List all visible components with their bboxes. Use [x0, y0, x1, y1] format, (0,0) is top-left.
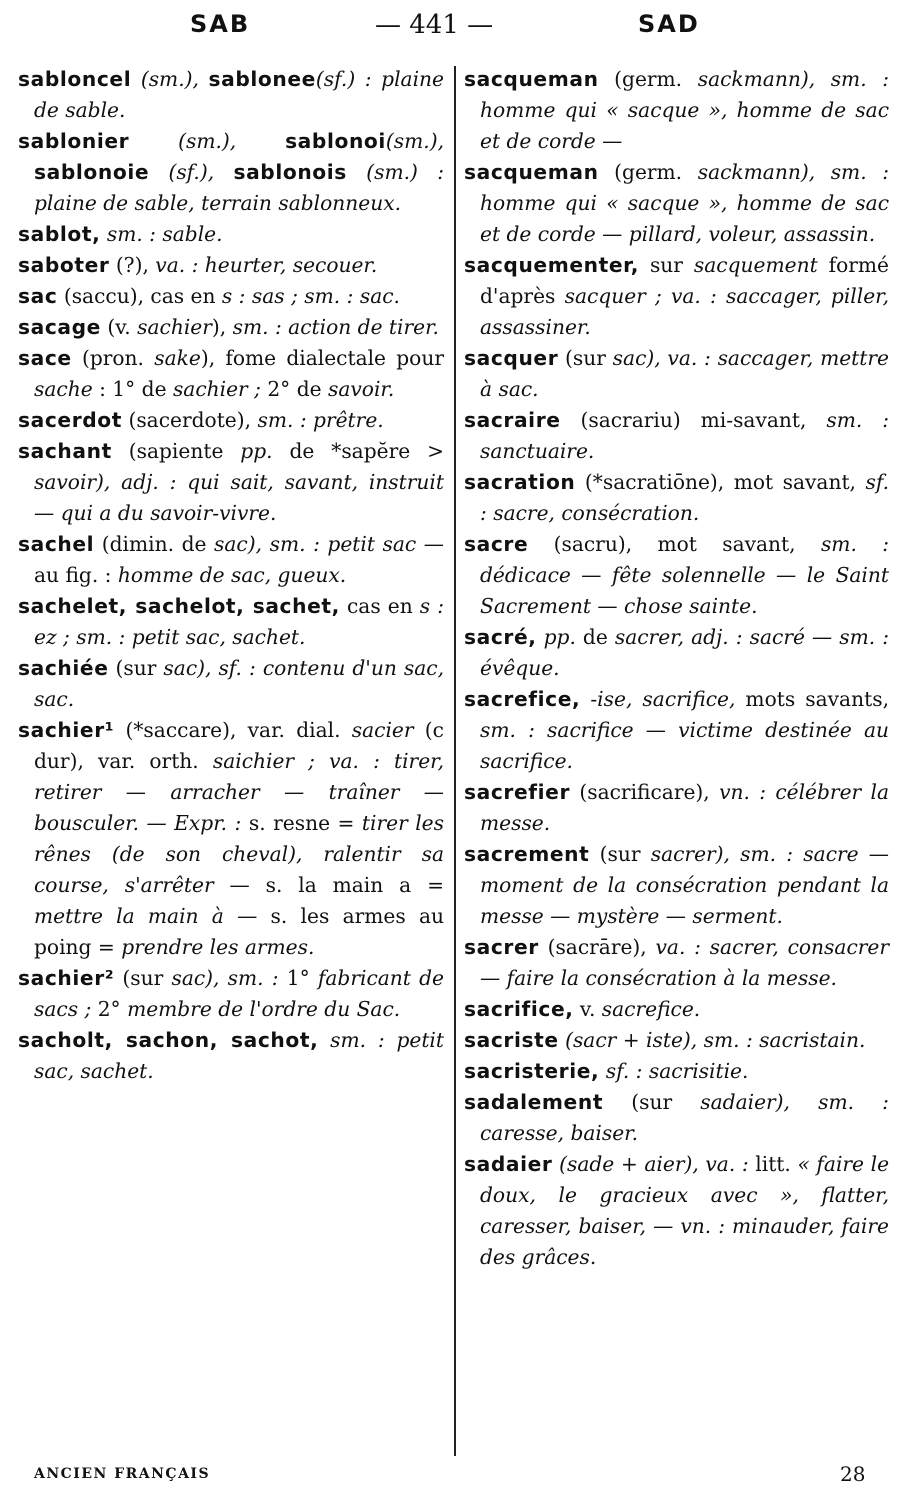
entry-italic-text: (sf.),: [149, 160, 234, 184]
entry-roman-text: 2°: [91, 997, 128, 1021]
dictionary-entry: [464, 467, 889, 529]
entry-italic-text: sac), sm. :: [171, 966, 279, 990]
left-column: [18, 64, 444, 1460]
entry-italic-text: savoir.: [327, 377, 395, 401]
entry-roman-text: : 1° de: [92, 377, 173, 401]
entry-headword: sacristerie,: [464, 1059, 600, 1083]
entry-roman-text: (sapiente: [111, 439, 241, 463]
entry-roman-text: formé d'après: [480, 253, 889, 308]
entry-headword: sacrifice,: [464, 997, 574, 1021]
entry-headword: sablonoi: [285, 129, 386, 153]
entry-italic-text: sf. : sacre, consécration.: [480, 470, 889, 525]
dictionary-entry: [18, 64, 444, 126]
entry-italic-text: membre de l'ordre du Sac.: [127, 997, 401, 1021]
entry-roman-text: (sacru), mot savant,: [528, 532, 821, 556]
entry-italic-text: sac), sf. : contenu d'un sac, sac.: [34, 656, 444, 711]
entry-headword: sacriste: [464, 1028, 559, 1052]
entry-roman-text: au fig. :: [34, 563, 118, 587]
entry-italic-text: sackmann), sm. : homme qui « sacque », homme de sac et de corde —: [480, 67, 890, 153]
entry-headword: sachel: [18, 532, 95, 556]
entry-italic-text: saichier ; va. : tirer, retirer — arracher — traîner — bousculer. — Expr. :: [34, 749, 444, 835]
entry-italic-text: (sm.),: [385, 129, 444, 153]
entry-headword: sablonois: [233, 160, 347, 184]
entry-italic-text: sacier: [351, 718, 414, 742]
entry-headword: sacrefice,: [464, 687, 581, 711]
entry-headword: sablonee: [208, 67, 316, 91]
entry-italic-text: sacrer, adj. : sacré — sm. : évêque.: [480, 625, 889, 680]
entry-headword: sacré,: [464, 625, 537, 649]
entry-headword: sacquer: [464, 346, 559, 370]
entry-italic-text: fabricant de sacs ;: [34, 966, 444, 1021]
entry-italic-text: sache: [34, 377, 93, 401]
entry-roman-text: 1°: [278, 966, 318, 990]
entry-roman-text: (pron.: [71, 346, 155, 370]
entry-italic-text: s : ez ; sm. : petit sac, sachet.: [34, 594, 444, 649]
entry-italic-text: sacrer), sm. : sacre — moment de la consécration pendant la messe — mystère — serment.: [480, 842, 889, 928]
entry-roman-text: (sacrāre),: [538, 935, 656, 959]
entry-headword: sacerdot: [18, 408, 123, 432]
entry-italic-text: sachier ;: [172, 377, 261, 401]
entry-roman-text: (sacrificare),: [570, 780, 720, 804]
entry-italic-text: sadaier), sm. : caresse, baiser.: [480, 1090, 889, 1145]
entry-italic-text: (sade + aier), va. :: [559, 1152, 749, 1176]
entry-italic-text: (sf.) : plaine de sable.: [34, 67, 444, 122]
dictionary-entry: [464, 1149, 889, 1273]
dictionary-entry: [18, 715, 444, 963]
dictionary-entry: [464, 64, 889, 157]
entry-italic-text: (sm.) : plaine de sable, terrain sablonneux.: [34, 160, 444, 215]
entry-headword: sacrement: [464, 842, 590, 866]
dictionary-entry: [464, 1025, 889, 1056]
entry-roman-text: [129, 129, 178, 153]
page-header: [0, 10, 915, 46]
entry-roman-text: (sur: [114, 966, 172, 990]
entry-roman-text: 2° de: [260, 377, 328, 401]
entry-roman-text: [318, 1028, 330, 1052]
entry-italic-text: pp.: [240, 439, 273, 463]
entry-roman-text: (dimin. de: [94, 532, 215, 556]
entry-italic-text: tirer les rênes (de son cheval), ralentir sa course, s'arrêter —: [34, 811, 444, 897]
entry-roman-text: (*sacratiōne), mot savant,: [575, 470, 866, 494]
entry-roman-text: sur: [639, 253, 694, 277]
dictionary-entry: [464, 250, 889, 343]
dictionary-entry: [18, 281, 444, 312]
entry-roman-text: (sacrariu) mi-savant,: [560, 408, 827, 432]
entry-headword: sadalement: [464, 1090, 604, 1114]
entry-italic-text: sf. : sacrisitie.: [605, 1059, 749, 1083]
entry-italic-text: sm. : action de tirer.: [232, 315, 439, 339]
entry-headword: sachier²: [18, 966, 115, 990]
entry-headword: sace: [18, 346, 72, 370]
entry-italic-text: sacquement: [693, 253, 818, 277]
dictionary-entry: [464, 405, 889, 467]
entry-headword: sacrer: [464, 935, 539, 959]
entry-italic-text: savoir), adj. : qui sait, savant, instruit — qui a du savoir-vivre.: [34, 470, 444, 525]
entry-roman-text: [580, 687, 590, 711]
entry-roman-text: cas en: [339, 594, 420, 618]
dictionary-entry: [18, 653, 444, 715]
dictionary-entry: [18, 1025, 444, 1087]
page-number: — 441 —: [375, 10, 494, 40]
dictionary-entry: [464, 839, 889, 932]
entry-roman-text: (sur: [558, 346, 613, 370]
entry-roman-text: de: [575, 625, 615, 649]
entry-italic-text: sacrefice.: [601, 997, 701, 1021]
entry-italic-text: sac), sm. : petit sac —: [214, 532, 444, 556]
dictionary-entry: [18, 126, 444, 219]
entry-headword: sacrefier: [464, 780, 571, 804]
entry-italic-text: sac), va. : saccager, mettre à sac.: [480, 346, 889, 401]
entry-headword: sacqueman: [464, 160, 599, 184]
entry-headword: sablonoie: [34, 160, 150, 184]
entry-headword: sachier¹: [18, 718, 115, 742]
entry-roman-text: (saccu), cas en: [57, 284, 222, 308]
entry-roman-text: litt.: [748, 1152, 798, 1176]
dictionary-entry: [464, 157, 889, 250]
entry-roman-text: (germ.: [598, 67, 698, 91]
dictionary-entry: [18, 591, 444, 653]
dictionary-entry: [18, 405, 444, 436]
entry-italic-text: (sm.),: [140, 67, 209, 91]
entry-roman-text: v.: [573, 997, 602, 1021]
entry-italic-text: pp.: [543, 625, 576, 649]
entry-italic-text: sm. : sable.: [106, 222, 223, 246]
entry-roman-text: ),: [211, 315, 233, 339]
entry-italic-text: sm. : petit sac, sachet.: [34, 1028, 444, 1083]
footer-signature: 28: [840, 1462, 866, 1486]
entry-italic-text: vn. : célébrer la messe.: [480, 780, 889, 835]
entry-headword: sacquementer,: [464, 253, 640, 277]
entry-headword: sablot,: [18, 222, 101, 246]
entry-italic-text: homme de sac, gueux.: [117, 563, 347, 587]
entry-roman-text: (germ.: [598, 160, 698, 184]
entry-italic-text: s : sas ; sm. : sac.: [221, 284, 400, 308]
entry-roman-text: s. la main a =: [249, 873, 444, 897]
entry-roman-text: (sacerdote),: [122, 408, 258, 432]
dictionary-entry: [464, 622, 889, 684]
entry-headword: sacre: [464, 532, 529, 556]
entry-headword: sacration: [464, 470, 576, 494]
entry-headword: sacholt, sachon, sachot,: [18, 1028, 319, 1052]
entry-italic-text: sackmann), sm. : homme qui « sacque », homme de sac et de corde — pillard, voleur, assassin.: [480, 160, 890, 246]
entry-italic-text: mettre la main à —: [34, 904, 258, 928]
header-left-guideword: SAB: [190, 10, 251, 38]
entry-roman-text: mots savants,: [735, 687, 889, 711]
entry-headword: sadaier: [464, 1152, 553, 1176]
column-divider: [454, 66, 456, 1456]
dictionary-entry: [18, 529, 444, 591]
dictionary-entry: [464, 1056, 889, 1087]
entry-italic-text: (sacr + iste), sm. : sacristain.: [565, 1028, 866, 1052]
entry-roman-text: (?),: [109, 253, 156, 277]
entry-headword: sac: [18, 284, 58, 308]
dictionary-entry: [464, 777, 889, 839]
entry-roman-text: (sur: [589, 842, 651, 866]
dictionary-entry: [464, 994, 889, 1025]
entry-roman-text: (c dur), var. orth.: [34, 718, 444, 773]
entry-italic-text: sm. : sanctuaire.: [480, 408, 889, 463]
dictionary-entry: [18, 343, 444, 405]
dictionary-entry: [464, 529, 889, 622]
dictionary-entry: [18, 963, 444, 1025]
entry-headword: saboter: [18, 253, 110, 277]
entry-italic-text: -ise, sacrifice,: [590, 687, 736, 711]
entry-italic-text: « faire le doux, le gracieux avec », flatter, caresser, baiser, — vn. : minauder, faire des grâces.: [480, 1152, 890, 1269]
entry-roman-text: (*saccare), var. dial.: [114, 718, 352, 742]
entry-italic-text: sm. : prêtre.: [257, 408, 384, 432]
entry-italic-text: (sm.),: [178, 129, 286, 153]
entry-headword: sabloncel: [18, 67, 132, 91]
entry-roman-text: (sur: [108, 656, 164, 680]
entry-headword: sachelet, sachelot, sachet,: [18, 594, 340, 618]
dictionary-entry: [464, 1087, 889, 1149]
entry-headword: sachiée: [18, 656, 109, 680]
entry-italic-text: sm. : sacrifice — victime destinée au sacrifice.: [480, 718, 889, 773]
entry-headword: sachant: [18, 439, 112, 463]
entry-headword: sacage: [18, 315, 101, 339]
dictionary-entry: [18, 312, 444, 343]
entry-headword: sacraire: [464, 408, 561, 432]
entry-roman-text: ), fome dialectale pour: [200, 346, 444, 370]
footer-title: ANCIEN FRANÇAIS: [34, 1466, 211, 1482]
entry-italic-text: sacquer ; va. : saccager, piller, assassiner.: [480, 284, 889, 339]
entry-italic-text: sm. : dédicace — fête solennelle — le Saint Sacrement — chose sainte.: [480, 532, 890, 618]
entry-roman-text: s. les armes au poing =: [34, 904, 444, 959]
entry-roman-text: [537, 625, 544, 649]
entry-roman-text: (v.: [100, 315, 138, 339]
entry-headword: sablonier: [18, 129, 130, 153]
entry-roman-text: s. resne =: [241, 811, 362, 835]
entry-italic-text: sake: [154, 346, 201, 370]
dictionary-entry: [18, 436, 444, 529]
dictionary-entry: [464, 343, 889, 405]
entry-italic-text: sachier: [137, 315, 212, 339]
entry-headword: sacqueman: [464, 67, 599, 91]
entry-italic-text: va. : heurter, secouer.: [155, 253, 378, 277]
dictionary-entry: [464, 932, 889, 994]
dictionary-entry: [18, 219, 444, 250]
entry-roman-text: (sur: [603, 1090, 701, 1114]
header-right-guideword: SAD: [638, 10, 700, 38]
entry-roman-text: de *sapĕre >: [272, 439, 444, 463]
dictionary-entry: [464, 684, 889, 777]
dictionary-entry: [18, 250, 444, 281]
right-column: [464, 64, 889, 1460]
entry-roman-text: [131, 67, 141, 91]
entry-italic-text: prendre les armes.: [121, 935, 315, 959]
entry-italic-text: va. : sacrer, consacrer — faire la consécration à la messe.: [480, 935, 889, 990]
